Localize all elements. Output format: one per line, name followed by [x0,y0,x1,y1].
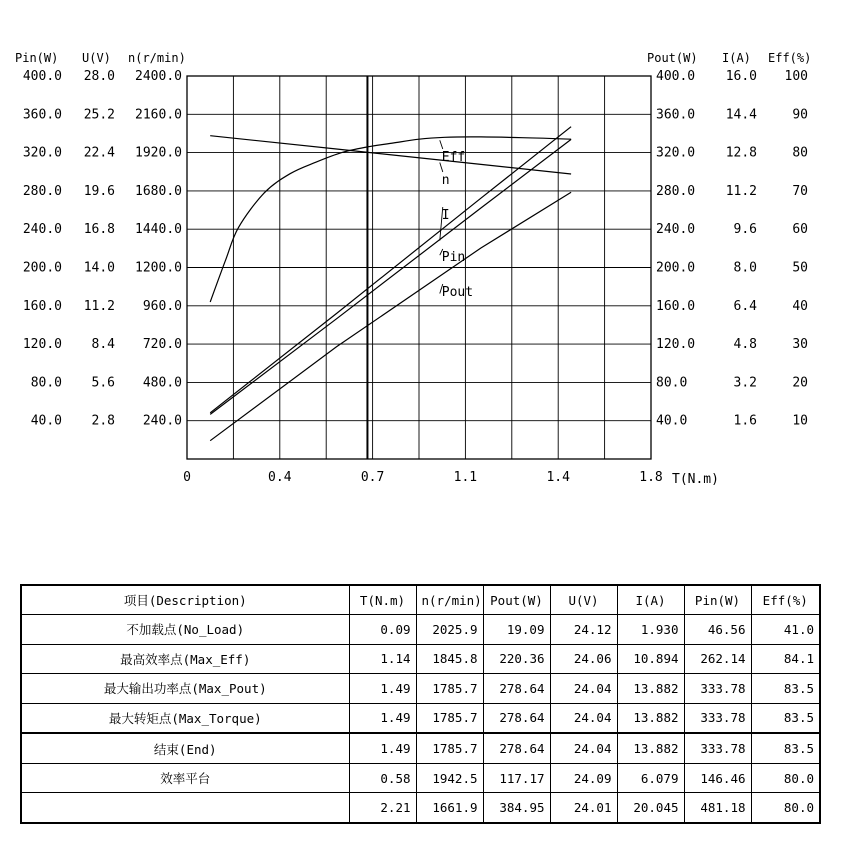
table-column-header: U(V) [550,585,617,615]
x-axis-tick-label: 0 [183,470,191,485]
table-cell-value: 24.09 [550,763,617,793]
table-cell-value: 146.46 [684,763,751,793]
right-axis-tick-label: 100 [784,69,808,84]
left-axis-tick-label: 160.0 [22,298,62,314]
table-row [21,615,820,645]
table-header-row [21,585,820,615]
right-axis-tick-label: 4.8 [733,337,757,353]
right-axis-tick-label: 6.4 [733,298,757,314]
right-axis-tick-label: 40.0 [656,413,688,429]
table-cell-value: 10.894 [617,644,684,674]
table-cell-value: 24.04 [550,733,617,763]
left-axis-tick-label: 1920.0 [135,145,182,161]
right-axis-tick-label: 1.6 [733,413,757,429]
table-column-header: T(N.m) [349,585,416,615]
table-cell-value: 83.5 [751,674,820,704]
right-axis-tick-label: 70 [792,183,808,199]
table-cell-value: 262.14 [684,644,751,674]
axis-labels [15,51,811,487]
table-row [21,674,820,704]
left-axis-tick-label: 280.0 [22,183,62,199]
left-axis-tick-label: 2400.0 [135,69,182,84]
curve-n [210,136,571,174]
table-cell-value: 24.01 [550,793,617,823]
table-cell-value: 80.0 [751,763,820,793]
x-axis-title: T(N.m) [672,472,719,487]
right-axis-title: Eff(%) [768,51,812,65]
curve-labels [440,140,473,300]
right-axis-tick-label: 20 [792,375,808,391]
right-axis-tick-label: 9.6 [733,222,757,238]
right-axis-tick-label: 90 [792,107,808,123]
table-cell-value: 19.09 [483,615,550,645]
left-axis-tick-label: 28.0 [83,69,115,84]
table-cell-value: 83.5 [751,733,820,763]
x-axis-tick-label: 1.4 [546,470,570,485]
table-cell-value: 1661.9 [416,793,483,823]
left-axis-tick-label: 8.4 [91,337,115,353]
left-axis-tick-label: 5.6 [91,375,115,391]
table-column-header: I(A) [617,585,684,615]
x-axis-tick-label: 1.8 [639,470,663,485]
table-cell-value: 24.04 [550,703,617,733]
table-cell-value: 333.78 [684,703,751,733]
table-cell-value: 13.882 [617,674,684,704]
chart-grid [187,76,651,459]
table-cell-value: 20.045 [617,793,684,823]
x-axis-tick-label: 1.1 [453,470,478,485]
table-cell-value: 481.18 [684,793,751,823]
table-cell-value: 1.49 [349,674,416,704]
left-axis-tick-label: 720.0 [142,337,182,353]
table-cell-value: 333.78 [684,733,751,763]
left-axis-title: Pin(W) [15,51,59,65]
right-axis-tick-label: 240.0 [656,222,696,238]
left-axis-tick-label: 16.8 [83,222,115,238]
left-axis-tick-label: 2.8 [91,413,115,429]
table-cell-value: 333.78 [684,674,751,704]
right-axis-tick-label: 3.2 [733,375,757,391]
table-cell-value: 13.882 [617,733,684,763]
table-cell-description: 不加载点(No_Load) [21,615,349,645]
left-axis-title: n(r/min) [128,51,186,65]
table-cell-value: 384.95 [483,793,550,823]
table-cell-value: 80.0 [751,793,820,823]
left-axis-tick-label: 200.0 [22,260,62,276]
right-axis-tick-label: 12.8 [725,145,757,161]
left-axis-tick-label: 120.0 [22,337,62,353]
table-cell-value: 24.04 [550,674,617,704]
table-cell-value: 220.36 [483,644,550,674]
left-axis-tick-label: 19.6 [83,183,115,199]
table-row [21,644,820,674]
table-cell-description: 最大转矩点(Max_Torque) [21,703,349,733]
table-cell-value: 1.49 [349,703,416,733]
left-axis-tick-label: 400.0 [22,69,62,84]
left-axis-tick-label: 80.0 [30,375,62,391]
left-axis-tick-label: 25.2 [83,107,115,123]
left-axis-tick-label: 480.0 [142,375,182,391]
table-cell-value: 83.5 [751,703,820,733]
curve-label-i: I [441,208,450,223]
right-axis-title: Pout(W) [647,51,698,65]
table-cell-description [21,793,349,823]
table-row [21,763,820,793]
right-axis-tick-label: 360.0 [656,107,696,123]
x-axis-tick-label: 0.4 [268,470,292,485]
table-column-header: Pout(W) [483,585,550,615]
left-axis-tick-label: 1200.0 [135,260,182,276]
table-cell-value: 41.0 [751,615,820,645]
left-axis-tick-label: 320.0 [22,145,62,161]
table-cell-value: 6.079 [617,763,684,793]
table-cell-description: 最大输出功率点(Max_Pout) [21,674,349,704]
table-cell-description: 结束(End) [21,733,349,763]
right-axis-tick-label: 50 [792,260,808,276]
callout-leader-eff [440,140,443,149]
curve-i [210,127,571,413]
curve-label-pin: Pin [441,250,466,265]
left-axis-tick-label: 240.0 [22,222,62,238]
table-column-header: n(r/min) [416,585,483,615]
table-cell-value: 0.09 [349,615,416,645]
right-axis-tick-label: 120.0 [656,337,696,353]
table-row [21,703,820,733]
table-row [21,733,820,763]
left-axis-tick-label: 40.0 [30,413,62,429]
table-cell-value: 278.64 [483,733,550,763]
table-cell-value: 2025.9 [416,615,483,645]
curve-pin [210,139,571,414]
table-cell-value: 84.1 [751,644,820,674]
left-axis-tick-label: 22.4 [83,145,115,161]
right-axis-title: I(A) [722,51,751,65]
table-cell-value: 24.12 [550,615,617,645]
table-cell-value: 1785.7 [416,703,483,733]
table-cell-value: 0.58 [349,763,416,793]
right-axis-tick-label: 14.4 [725,107,757,123]
right-axis-tick-label: 10 [792,413,808,429]
table-cell-value: 1.930 [617,615,684,645]
right-axis-tick-label: 320.0 [656,145,696,161]
right-axis-tick-label: 280.0 [656,183,696,199]
right-axis-tick-label: 80 [792,145,808,161]
results-table [20,584,821,824]
curve-label-pout: Pout [441,285,474,300]
chart-curves [210,127,571,441]
right-axis-tick-label: 60 [792,222,808,238]
curve-label-eff: Eff [441,150,466,165]
right-axis-tick-label: 400.0 [656,69,696,84]
right-axis-tick-label: 11.2 [725,183,757,199]
left-axis-tick-label: 360.0 [22,107,62,123]
table-cell-description: 效率平台 [21,763,349,793]
left-axis-title: U(V) [82,51,111,65]
table-cell-value: 2.21 [349,793,416,823]
left-axis-tick-label: 14.0 [83,260,115,276]
table-cell-value: 117.17 [483,763,550,793]
table-cell-value: 1942.5 [416,763,483,793]
right-axis-tick-label: 40 [792,298,808,314]
right-axis-tick-label: 16.0 [725,69,757,84]
table-cell-value: 1.49 [349,733,416,763]
table-row [21,793,820,823]
table-column-header: Eff(%) [751,585,820,615]
right-axis-tick-label: 160.0 [656,298,696,314]
left-axis-tick-label: 960.0 [142,298,182,314]
table-column-header: 项目(Description) [21,585,349,615]
table-cell-value: 278.64 [483,674,550,704]
table-cell-value: 1.14 [349,644,416,674]
left-axis-tick-label: 11.2 [83,298,115,314]
x-axis-tick-label: 0.7 [360,470,385,485]
table-cell-description: 最高效率点(Max_Eff) [21,644,349,674]
left-axis-tick-label: 1440.0 [135,222,182,238]
left-axis-tick-label: 240.0 [142,413,182,429]
table-column-header: Pin(W) [684,585,751,615]
table-cell-value: 278.64 [483,703,550,733]
right-axis-tick-label: 30 [792,337,808,353]
table-cell-value: 46.56 [684,615,751,645]
right-axis-tick-label: 8.0 [733,260,757,276]
table-cell-value: 1785.7 [416,674,483,704]
table-cell-value: 1785.7 [416,733,483,763]
table-cell-value: 13.882 [617,703,684,733]
right-axis-tick-label: 200.0 [656,260,696,276]
table-cell-value: 24.06 [550,644,617,674]
left-axis-tick-label: 1680.0 [135,183,182,199]
left-axis-tick-label: 2160.0 [135,107,182,123]
curve-label-n: n [441,173,450,188]
table-body [21,615,820,824]
table-cell-value: 1845.8 [416,644,483,674]
right-axis-tick-label: 80.0 [656,375,688,391]
